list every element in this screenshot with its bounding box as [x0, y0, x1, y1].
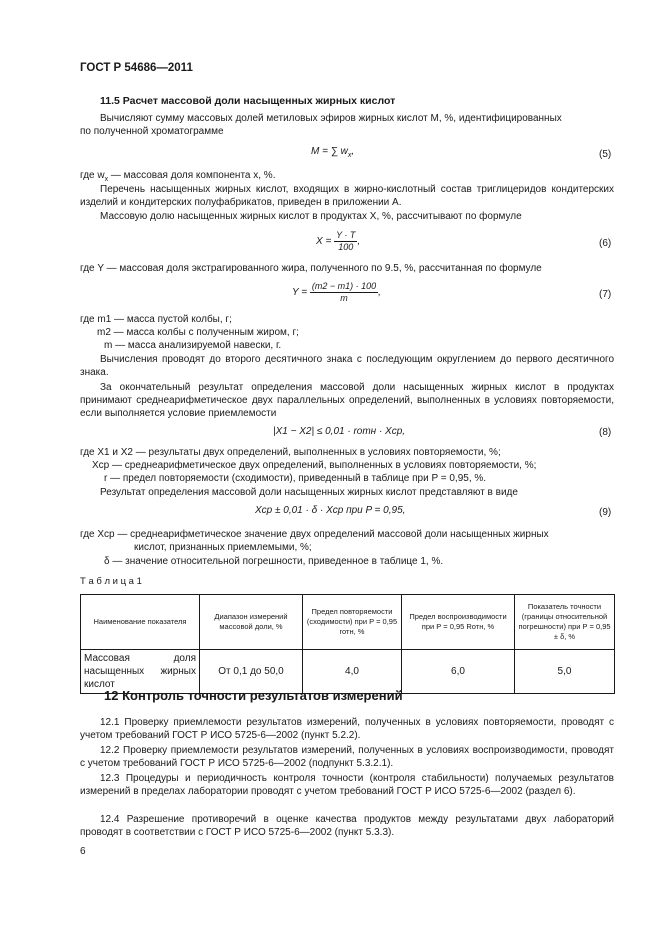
formula-6-fraction	[334, 230, 357, 253]
formula-7-numerator: (m2 − m1) · 100	[311, 281, 377, 291]
paragraph-rounding: Вычисления проводят до второго десятичного знака с последующим округлением до первого десятичного знака.	[80, 354, 614, 378]
where-m2: m2 — масса колбы с полученным жиром, г;	[97, 327, 299, 338]
paragraph-12-1: 12.1 Проверку приемлемости результатов измерений, полученных в условиях повторяемости, проводят с учетом требований ГОСТ Р ИСО 5725-6—2002 (пункт 5.2.2).	[80, 717, 614, 741]
where-xcp2-line1: где Xср — среднеарифметическое значение двух определений массовой доли насыщенных жирных	[80, 529, 549, 540]
where-wx-b: — массовая доля компонента x, %.	[108, 170, 276, 181]
table-header-cell: Наименование показателя	[81, 595, 200, 650]
paragraph-list-appendix: Перечень насыщенных жирных кислот, входящих в жирно-кислотный состав триглицеридов кондитерских изделий и кондитерских полуфабрикатов, приведен в приложении А.	[80, 184, 614, 208]
table-cell: От 0,1 до 50,0	[200, 650, 303, 694]
paragraph-sum-line1: Вычисляют сумму массовых долей метиловых эфиров жирных кислот M, %, идентифицированных	[100, 113, 562, 124]
where-wx-a: где w	[80, 170, 105, 181]
formula-7-denominator: m	[340, 293, 348, 303]
table-1-caption: Т а б л и ц а 1	[80, 576, 142, 587]
equation-number-5: (5)	[599, 149, 612, 160]
formula-5-text: M = ∑ w	[311, 146, 348, 157]
where-m1: где m1 — масса пустой колбы, г;	[80, 314, 232, 325]
equation-number-7: (7)	[599, 289, 612, 300]
table-header-cell: Диапазон измерений массовой доли, %	[200, 595, 303, 650]
table-1	[80, 594, 615, 694]
paragraph-final-result: За окончательный результат определения массовой доли насыщенных жирных кислот в продуктах принимают среднеарифметическое двух параллельных определений, выполненных в условиях повторяемости, если выполняется условие приемлемости	[80, 382, 614, 419]
where-delta: δ — значение относительной погрешности, приведенное в таблице 1, %.	[104, 556, 444, 567]
section-11-5-title: 11.5 Расчет массовой доли насыщенных жирных кислот	[100, 95, 396, 107]
paragraph-sum-line2: по полученной хроматограмме	[80, 126, 224, 137]
table-header-cell: Показатель точности (границы относительной погрешности) при P = 0,95 ± δ, %	[515, 595, 615, 650]
formula-5: M = ∑ $w_x$,	[311, 146, 355, 159]
page-number: 6	[80, 846, 86, 857]
where-xcp2-line2: кислот, признанных приемлемыми, %;	[134, 542, 312, 553]
paragraph-y-definition: где Y — массовая доля экстрагированного жира, полученного по 9.5, %, рассчитанная по формуле	[80, 263, 542, 274]
paragraph-result-form: Результат определения массовой доли насыщенных жирных кислот представляют в виде	[100, 487, 518, 498]
formula-6-tail: ,	[357, 236, 361, 248]
equation-number-9: (9)	[599, 507, 612, 518]
where-m: m — масса анализируемой навески, г.	[104, 340, 282, 351]
formula-7-lhs: Y =	[292, 287, 308, 299]
formula-6-numerator: Y · T	[336, 230, 356, 240]
table-cell: 5,0	[515, 650, 615, 694]
table-cell: 4,0	[303, 650, 402, 694]
paragraph-12-2: 12.2 Проверку приемлемости результатов измерений, полученных в условиях воспроизводимости, проводят с учетом требований ГОСТ Р ИСО 5725-6—2002 (подпункт 5.3.2.1).	[80, 745, 614, 769]
formula-7-fraction	[310, 281, 378, 304]
table-header-cell: Предел повторяемости (сходимости) при P = 0,95 rотн, %	[303, 595, 402, 650]
paragraph-formula-intro: Массовую долю насыщенных жирных кислот в продуктах X, %, рассчитывают по формуле	[100, 211, 522, 222]
table-header-cell: Предел воспроизводимости при P = 0,95 Rотн, %	[402, 595, 515, 650]
formula-5-sub: x	[347, 152, 352, 159]
equation-number-8: (8)	[599, 427, 612, 438]
formula-8: |X1 − X2| ≤ 0,01 · rотн · Xср,	[273, 426, 406, 437]
table-header-row	[81, 595, 615, 650]
section-12-title: 12 Контроль точности результатов измерений	[104, 688, 403, 703]
formula-6-denominator: 100	[338, 242, 354, 252]
table-row	[81, 650, 615, 694]
where-x1-x2: где X1 и X2 — результаты двух определений, выполненных в условиях повторяемости, %;	[80, 447, 501, 458]
formula-6	[316, 230, 360, 253]
table-cell: 6,0	[402, 650, 515, 694]
where-wx-sub: x	[104, 176, 109, 183]
paragraph-12-3: 12.3 Процедуры и периодичность контроля точности (контроля стабильности) получаемых результатов измерений в пределах лаборатории проводят с учетом требований ГОСТ Р ИСО 5725-6—2002 (раздел 6).	[80, 773, 614, 797]
formula-7	[292, 281, 381, 304]
equation-number-6: (6)	[599, 238, 612, 249]
table-cell: Массовая доля насыщенных жирных кислот	[81, 650, 200, 694]
formula-6-lhs: X =	[316, 236, 332, 248]
where-xcp: Xср — среднеарифметическое двух определений, выполненных в условиях повторяемости, %;	[92, 460, 537, 471]
formula-7-tail: ,	[378, 287, 381, 299]
formula-9: Xср ± 0,01 · δ · Xср при P = 0,95,	[255, 505, 406, 516]
where-r: r — предел повторяемости (сходимости), приведенный в таблице при P = 0,95, %.	[104, 473, 487, 484]
paragraph-12-4: 12.4 Разрешение противоречий в оценке качества продуктов между результатами двух лабораторий проводят в соответствии с ГОСТ Р ИСО 5725-6—2002 (пункт 5.3.3).	[80, 814, 614, 838]
standard-header: ГОСТ Р 54686—2011	[80, 62, 193, 74]
